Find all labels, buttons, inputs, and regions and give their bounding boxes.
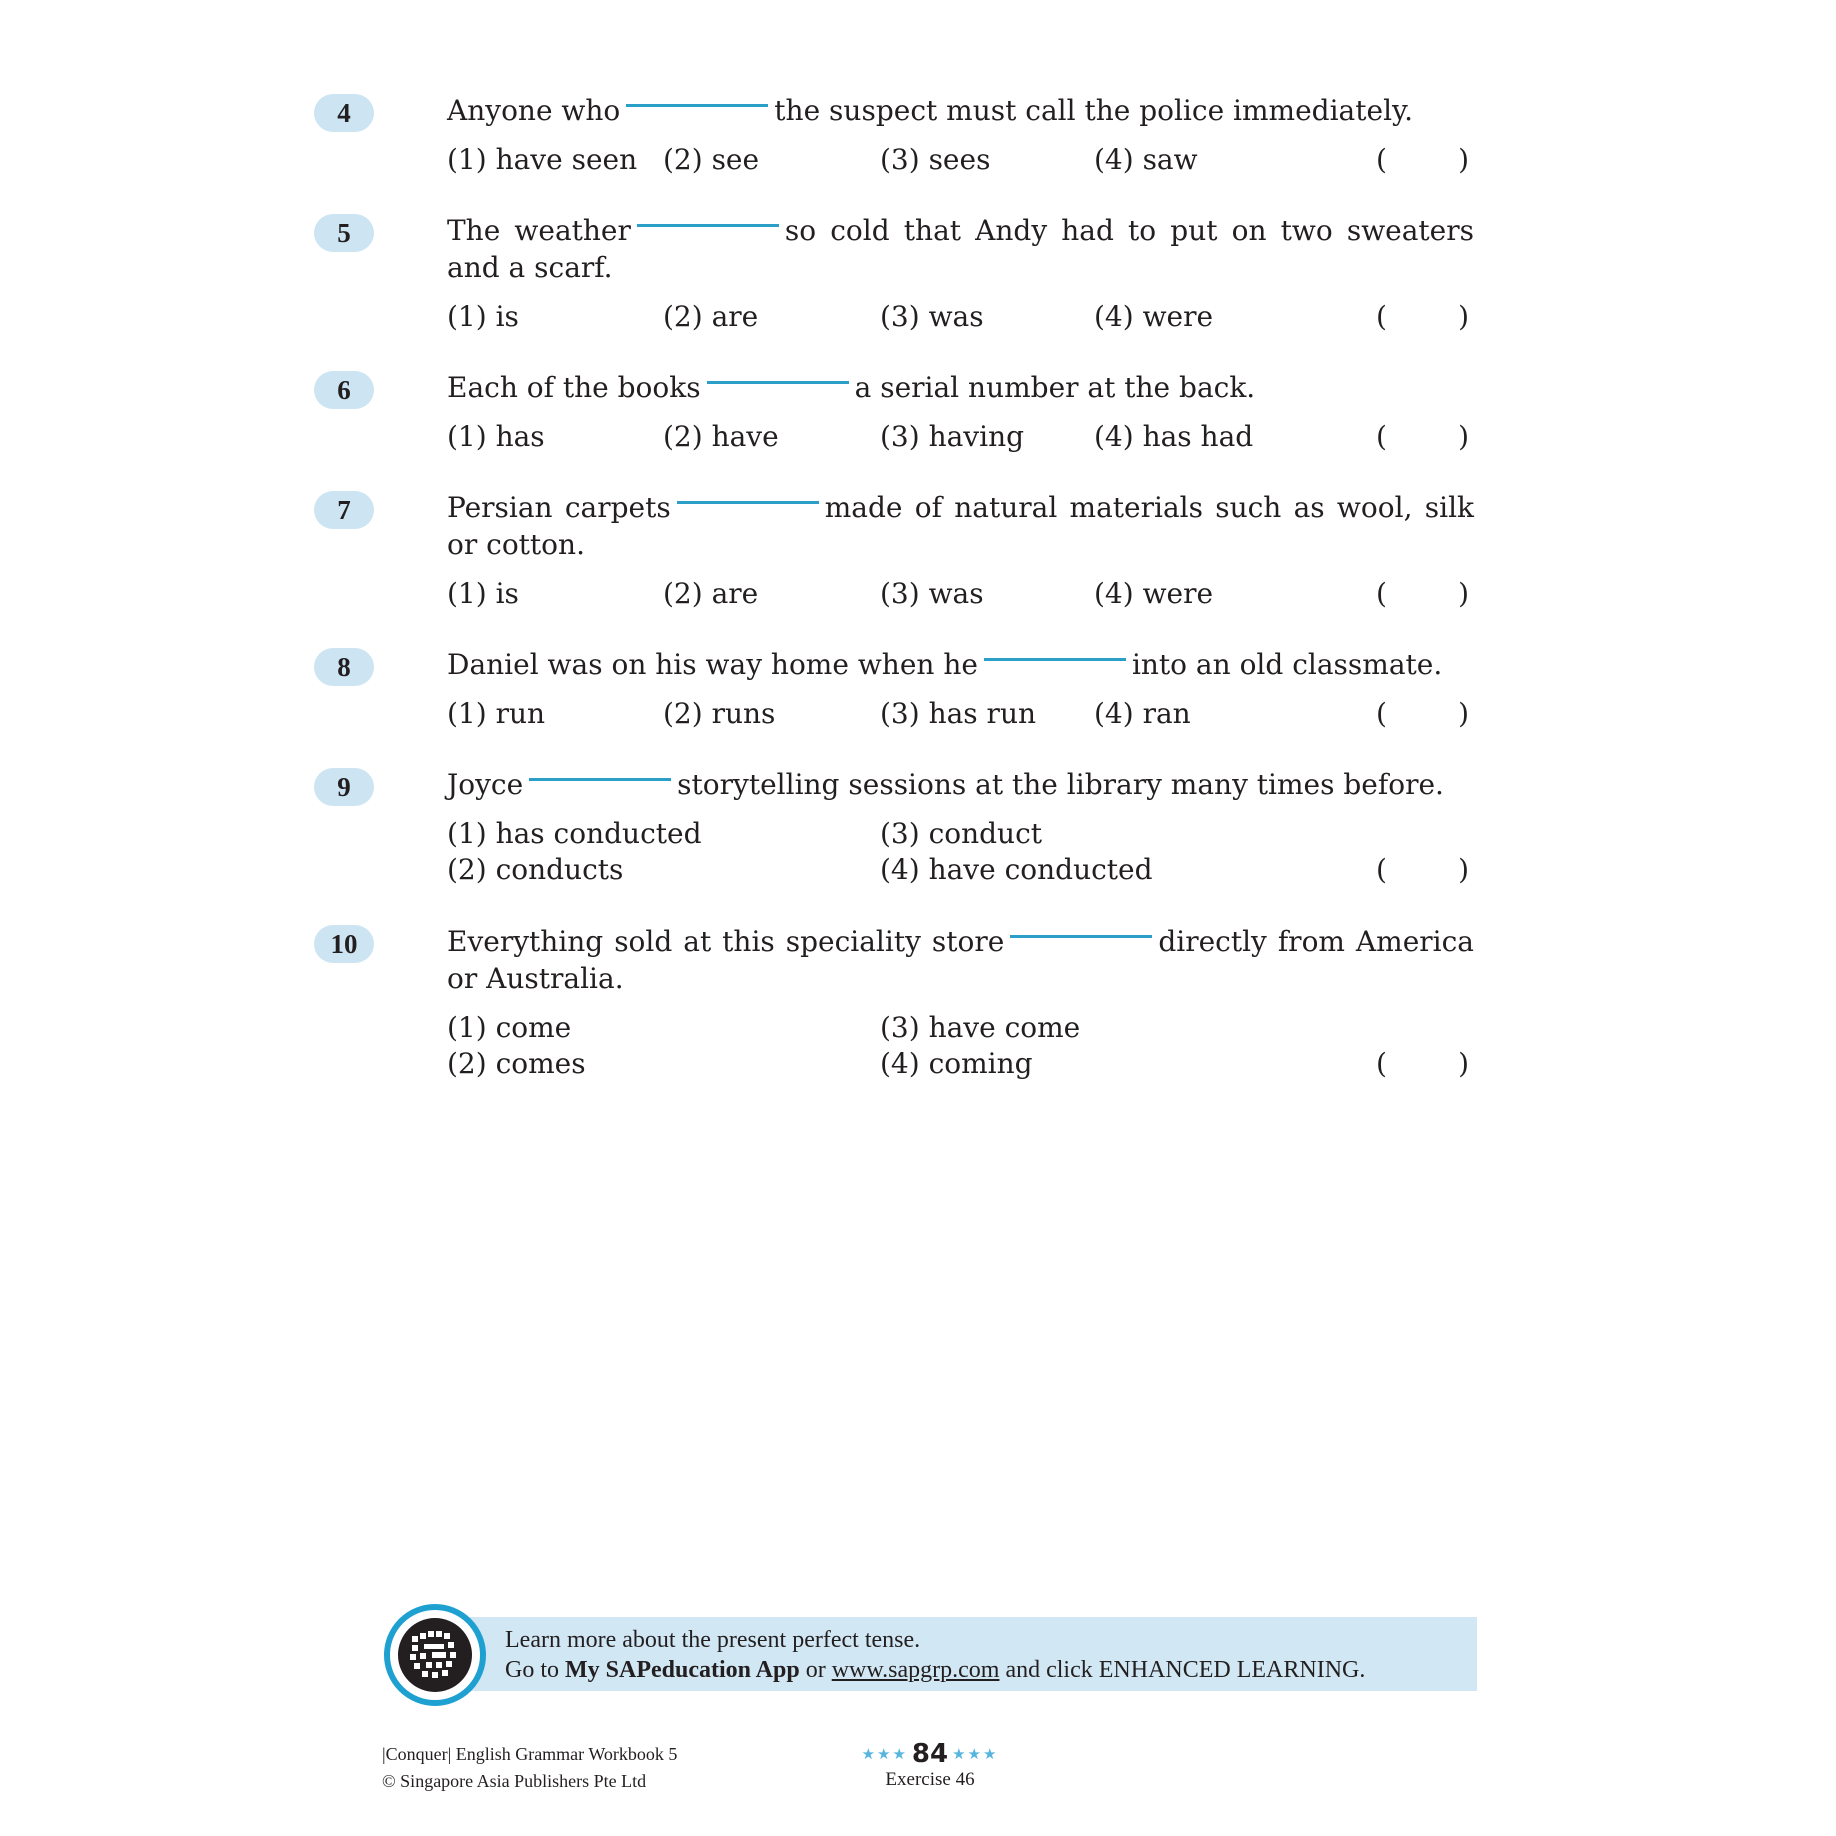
stem-text-before: Joyce bbox=[447, 768, 524, 801]
qr-pattern bbox=[398, 1618, 472, 1692]
info-suffix: and click ENHANCED LEARNING. bbox=[999, 1657, 1366, 1683]
option-4[interactable]: (4) saw bbox=[1094, 143, 1198, 176]
info-line-2 bbox=[505, 1655, 1365, 1685]
option-3[interactable]: (3) having bbox=[880, 420, 1025, 453]
answer-blank bbox=[984, 658, 1126, 661]
question-stem bbox=[447, 766, 1474, 803]
option-3[interactable]: (3) has run bbox=[880, 697, 1037, 730]
answer-bracket[interactable]: ( ) bbox=[1376, 853, 1470, 886]
qr-code-inner bbox=[398, 1618, 472, 1692]
book-title: |Conquer| English Grammar Workbook 5 bbox=[382, 1744, 678, 1764]
option-3[interactable]: (3) have come bbox=[880, 1011, 1081, 1044]
stem-text-after: a serial number at the back. bbox=[854, 371, 1256, 404]
answer-blank bbox=[707, 381, 849, 384]
stem-text-after: directly from America or Australia. bbox=[447, 925, 1474, 995]
option-2[interactable]: (2) are bbox=[663, 577, 759, 610]
answer-bracket[interactable]: ( ) bbox=[1376, 1047, 1470, 1080]
question-number-badge: 9 bbox=[314, 768, 374, 806]
qr-code-icon[interactable] bbox=[384, 1604, 486, 1706]
option-4[interactable]: (4) coming bbox=[880, 1047, 1033, 1080]
exercise-label: Exercise 46 bbox=[885, 1769, 975, 1790]
stem-text-after: so cold that Andy had to put on two sweaters and a scarf. bbox=[447, 214, 1475, 284]
copyright: © Singapore Asia Publishers Pte Ltd bbox=[382, 1771, 647, 1791]
option-3[interactable]: (3) was bbox=[880, 577, 984, 610]
question-number-badge: 10 bbox=[314, 925, 374, 963]
question-stem bbox=[447, 489, 1474, 563]
answer-bracket[interactable]: ( ) bbox=[1376, 697, 1470, 730]
stem-text-before: The weather bbox=[447, 214, 631, 247]
option-2[interactable]: (2) have bbox=[663, 420, 779, 453]
option-1[interactable]: (1) is bbox=[447, 577, 519, 610]
option-4[interactable]: (4) have conducted bbox=[880, 853, 1153, 886]
stem-text-after: storytelling sessions at the library many times before. bbox=[677, 768, 1444, 801]
option-4[interactable]: (4) ran bbox=[1094, 697, 1191, 730]
option-3[interactable]: (3) conduct bbox=[880, 817, 1043, 850]
stem-text-before: Each of the books bbox=[447, 371, 701, 404]
option-3[interactable]: (3) sees bbox=[880, 143, 991, 176]
option-1[interactable]: (1) have seen bbox=[447, 143, 638, 176]
stem-text-before: Anyone who bbox=[447, 94, 621, 127]
option-4[interactable]: (4) were bbox=[1094, 300, 1214, 333]
question-number-badge: 7 bbox=[314, 491, 374, 529]
answer-blank bbox=[529, 778, 671, 781]
question-stem bbox=[447, 92, 1474, 129]
info-mid: or bbox=[799, 1657, 832, 1683]
website-link[interactable]: www.sapgrp.com bbox=[831, 1657, 1000, 1683]
option-2[interactable]: (2) comes bbox=[447, 1047, 586, 1080]
option-4[interactable]: (4) were bbox=[1094, 577, 1214, 610]
page-number-block bbox=[860, 1739, 1000, 1791]
info-prefix: Go to bbox=[505, 1657, 565, 1683]
star-icon: ★★★ bbox=[952, 1745, 999, 1763]
answer-blank bbox=[677, 501, 819, 504]
question-stem bbox=[447, 646, 1474, 683]
answer-blank bbox=[1010, 935, 1152, 938]
option-2[interactable]: (2) conducts bbox=[447, 853, 624, 886]
question-stem bbox=[447, 212, 1474, 286]
app-name[interactable]: My SAPeducation App bbox=[565, 1657, 800, 1683]
stem-text-after: into an old classmate. bbox=[1131, 648, 1443, 681]
answer-bracket[interactable]: ( ) bbox=[1376, 420, 1470, 453]
option-2[interactable]: (2) runs bbox=[663, 697, 776, 730]
question-number-badge: 6 bbox=[314, 371, 374, 409]
question-number-badge: 8 bbox=[314, 648, 374, 686]
option-1[interactable]: (1) has bbox=[447, 420, 545, 453]
question-number-badge: 4 bbox=[314, 94, 374, 132]
page-number-line bbox=[860, 1739, 1000, 1769]
answer-bracket[interactable]: ( ) bbox=[1376, 143, 1470, 176]
stem-text-before: Everything sold at this speciality store bbox=[447, 925, 1005, 958]
option-1[interactable]: (1) come bbox=[447, 1011, 572, 1044]
stem-text-after: made of natural materials such as wool, silk or cotton. bbox=[447, 491, 1474, 561]
option-2[interactable]: (2) see bbox=[663, 143, 760, 176]
option-4[interactable]: (4) has had bbox=[1094, 420, 1254, 453]
star-icon: ★★★ bbox=[861, 1745, 908, 1763]
option-1[interactable]: (1) has conducted bbox=[447, 817, 702, 850]
page-number: 84 bbox=[911, 1739, 949, 1769]
answer-bracket[interactable]: ( ) bbox=[1376, 300, 1470, 333]
question-stem bbox=[447, 923, 1474, 997]
option-1[interactable]: (1) run bbox=[447, 697, 546, 730]
answer-blank bbox=[637, 224, 779, 227]
option-2[interactable]: (2) are bbox=[663, 300, 759, 333]
option-3[interactable]: (3) was bbox=[880, 300, 984, 333]
answer-bracket[interactable]: ( ) bbox=[1376, 577, 1470, 610]
enhanced-learning-box bbox=[400, 1617, 1477, 1691]
option-1[interactable]: (1) is bbox=[447, 300, 519, 333]
answer-blank bbox=[626, 104, 768, 107]
stem-text-after: the suspect must call the police immediately. bbox=[774, 94, 1414, 127]
question-number-badge: 5 bbox=[314, 214, 374, 252]
info-line-1: Learn more about the present perfect tense. bbox=[505, 1627, 921, 1653]
stem-text-before: Persian carpets bbox=[447, 491, 671, 524]
stem-text-before: Daniel was on his way home when he bbox=[447, 648, 978, 681]
question-stem bbox=[447, 369, 1474, 406]
